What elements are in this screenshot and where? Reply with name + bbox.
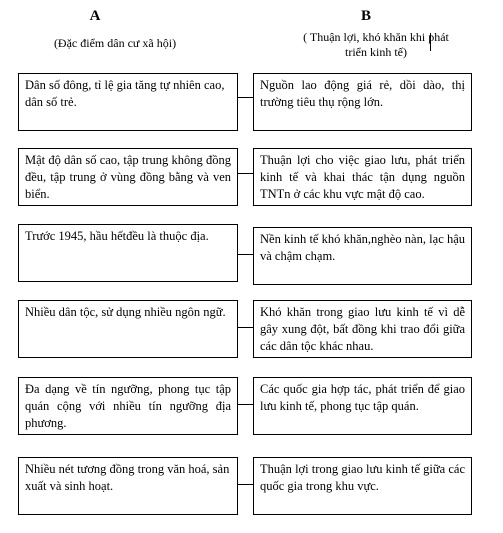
- box-a-3: Trước 1945, hầu hếtđều là thuộc địa.: [18, 224, 238, 282]
- box-b-4: Khó khăn trong giao lưu kinh tế vì dễ gây xung đột, bất đồng khi trao đổi giữa các dân tộc khác nhau.: [253, 300, 472, 358]
- connector-line-1: [238, 97, 253, 98]
- column-b-subtitle-line2: triển kinh tế): [345, 45, 407, 59]
- column-b-title: B: [360, 8, 371, 24]
- box-a-1: Dân số đông, tỉ lệ gia tăng tự nhiên cao, dân số trẻ.: [18, 73, 238, 131]
- box-a-5: Đa dạng về tín ngưỡng, phong tục tập quán cộng với nhiều tín ngưỡng địa phương.: [18, 377, 238, 435]
- connector-line-5: [238, 404, 253, 405]
- box-b-1: Nguồn lao động giá rẻ, dồi dào, thị trường tiêu thụ rộng lớn.: [253, 73, 472, 131]
- box-b-2: Thuận lợi cho việc giao lưu, phát triển kinh tế và khai thác tận dụng nguồn TNTn ở các khu vực mật độ cao.: [253, 148, 472, 206]
- connector-line-4: [238, 327, 253, 328]
- connector-line-6: [238, 484, 253, 485]
- box-b-6: Thuận lợi trong giao lưu kinh tế giữa các quốc gia trong khu vực.: [253, 457, 472, 515]
- column-a-subtitle: (Đặc điểm dân cư xã hội): [53, 36, 177, 50]
- box-b-5: Các quốc gia hợp tác, phát triển để giao lưu kinh tế, phong tục tập quán.: [253, 377, 472, 435]
- connector-line-3: [238, 254, 253, 255]
- box-a-4: Nhiều dân tộc, sử dụng nhiều ngôn ngữ.: [18, 300, 238, 358]
- box-a-6: Nhiều nét tương đồng trong văn hoá, sản xuất và sinh hoạt.: [18, 457, 238, 515]
- connector-line-2: [238, 173, 253, 174]
- column-a-title: A: [89, 8, 101, 24]
- column-b-subtitle-line1: ( Thuận lợi, khó khăn khi phát: [303, 30, 449, 44]
- text-cursor: [430, 33, 431, 51]
- box-b-3: Nền kinh tế khó khăn,nghèo nàn, lạc hậu và chậm chạm.: [253, 227, 472, 285]
- box-a-2: Mật độ dân số cao, tập trung không đồng đều, tập trung ở vùng đồng bằng và ven biển.: [18, 148, 238, 206]
